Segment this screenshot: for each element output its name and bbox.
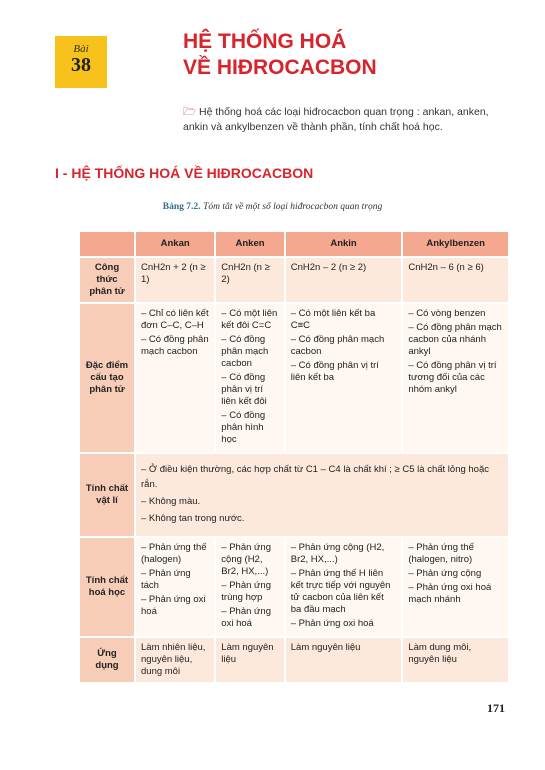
lesson-label: Bài	[73, 43, 89, 55]
cell-item: – Có đồng phân mạch cacbon của nhánh ankyl	[408, 322, 502, 357]
cell-item: – Có vòng benzen	[408, 308, 486, 319]
cell-item: – Có đồng phân vị trí liên kết ba	[290, 360, 379, 383]
cell	[136, 454, 508, 536]
cell-item: – Phản ứng oxi hoá mạch nhánh	[408, 582, 492, 605]
cell-item: – Phản ứng thế (halogen, nitro)	[408, 542, 474, 565]
summary-table	[78, 230, 510, 684]
title-line-1: HỆ THỐNG HOÁ	[183, 30, 347, 53]
intro-text: 🗁 Hệ thống hoá các loại hiđrocacbon quan trọng : ankan, anken, ankin và ankylbenzen về thành phần, tính chất hoá học.	[183, 106, 489, 133]
cell	[403, 304, 508, 452]
cell: Làm dung môi, nguyên liệu	[403, 638, 508, 682]
cell: CnH2n – 6 (n ≥ 6)	[403, 258, 508, 302]
cell-item: – Không màu.	[141, 496, 201, 507]
cell	[136, 538, 214, 636]
cell	[216, 538, 283, 636]
cell: Làm nguyên liệu	[216, 638, 283, 682]
cell	[286, 538, 402, 636]
row-chemical	[80, 538, 508, 636]
cell-item: – Phản ứng cộng (H2, Br2, HX,...)	[221, 542, 271, 577]
cell-item: – Có đồng phân mạch cacbon	[290, 334, 385, 357]
header-ankylbenzen: Ankylbenzen	[403, 232, 508, 256]
row-usage	[80, 638, 508, 682]
cell: CnH2n – 2 (n ≥ 2)	[286, 258, 402, 302]
cell-item: – Không tan trong nước.	[141, 513, 245, 524]
cell: Làm nguyên liệu	[286, 638, 402, 682]
row-label: Ứng dụng	[80, 638, 134, 682]
title-line-2: VỀ HIĐROCACBON	[183, 56, 377, 79]
cell-item: – Phản ứng oxi hoá	[141, 594, 206, 617]
cell-item: – Có đồng phân hình học	[221, 410, 266, 445]
caption-label: Bảng 7.2.	[162, 202, 201, 212]
cell-item: – Có đồng phân mạch cacbon	[221, 334, 269, 369]
header-corner	[80, 232, 134, 256]
row-label: Tính chất vật lí	[80, 454, 134, 536]
caption-text: Tóm tắt về một số loại hiđrocacbon quan trọng	[203, 202, 383, 212]
cell: CnH2n + 2 (n ≥ 1)	[136, 258, 214, 302]
open-book-icon: 🗁	[183, 106, 197, 118]
cell-item: – Phản ứng thế (halogen)	[141, 542, 207, 565]
cell-item: – Có đồng phân mạch cacbon	[141, 334, 209, 357]
cell-item: – Phản ứng trùng hợp	[221, 580, 271, 603]
row-structure	[80, 304, 508, 452]
cell-item: – Phản ứng cộng (H2, Br2, HX,...)	[290, 542, 385, 565]
table-header-row	[80, 232, 508, 256]
row-physical	[80, 454, 508, 536]
cell-item: – Phản ứng cộng	[408, 568, 482, 579]
cell	[286, 304, 402, 452]
header-ankin: Ankin	[286, 232, 402, 256]
cell	[403, 538, 508, 636]
cell-item: – Phản ứng oxi hoá	[221, 606, 271, 629]
cell-item: – Ở điều kiện thường, các hợp chất từ C1 – C4 là chất khí ; ≥ C5 là chất lỏng hoặc rắn.	[141, 464, 490, 490]
cell-item: – Có đồng phân vị trí liên kết đôi	[221, 372, 267, 407]
row-label: Đặc điểm cấu tạo phân tử	[80, 304, 134, 452]
cell: CnH2n (n ≥ 2)	[216, 258, 283, 302]
cell	[216, 304, 283, 452]
cell-item: – Phản ứng oxi hoá	[290, 618, 374, 629]
page-title	[183, 29, 377, 81]
cell: Làm nhiên liệu, nguyên liệu, dung môi	[136, 638, 214, 682]
cell-item: – Có một liên kết đôi C=C	[221, 308, 278, 331]
cell	[136, 304, 214, 452]
header-anken: Anken	[216, 232, 283, 256]
cell-item: – Có đồng phân vị trí tương đối của các nhóm ankyl	[408, 360, 497, 395]
row-label: Tính chất hoá học	[80, 538, 134, 636]
header-ankan: Ankan	[136, 232, 214, 256]
page-number: 171	[487, 701, 505, 715]
cell-item: – Phản ứng tách	[141, 568, 191, 591]
row-label: Công thức phân tử	[80, 258, 134, 302]
lesson-badge	[55, 36, 107, 88]
cell-item: – Chỉ có liên kết đơn C–C, C–H	[141, 308, 209, 331]
table-caption	[0, 201, 545, 212]
cell-item: – Có một liên kết ba C≡C	[290, 308, 376, 331]
row-formula	[80, 258, 508, 302]
lesson-number: 38	[71, 54, 91, 76]
section-heading: I - HỆ THỐNG HOÁ VỀ HIĐROCACBON	[55, 165, 314, 181]
cell-item: – Phản ứng thế H liên kết trực tiếp với nguyên tử cacbon của liên kết ba đầu mạch	[290, 568, 391, 615]
